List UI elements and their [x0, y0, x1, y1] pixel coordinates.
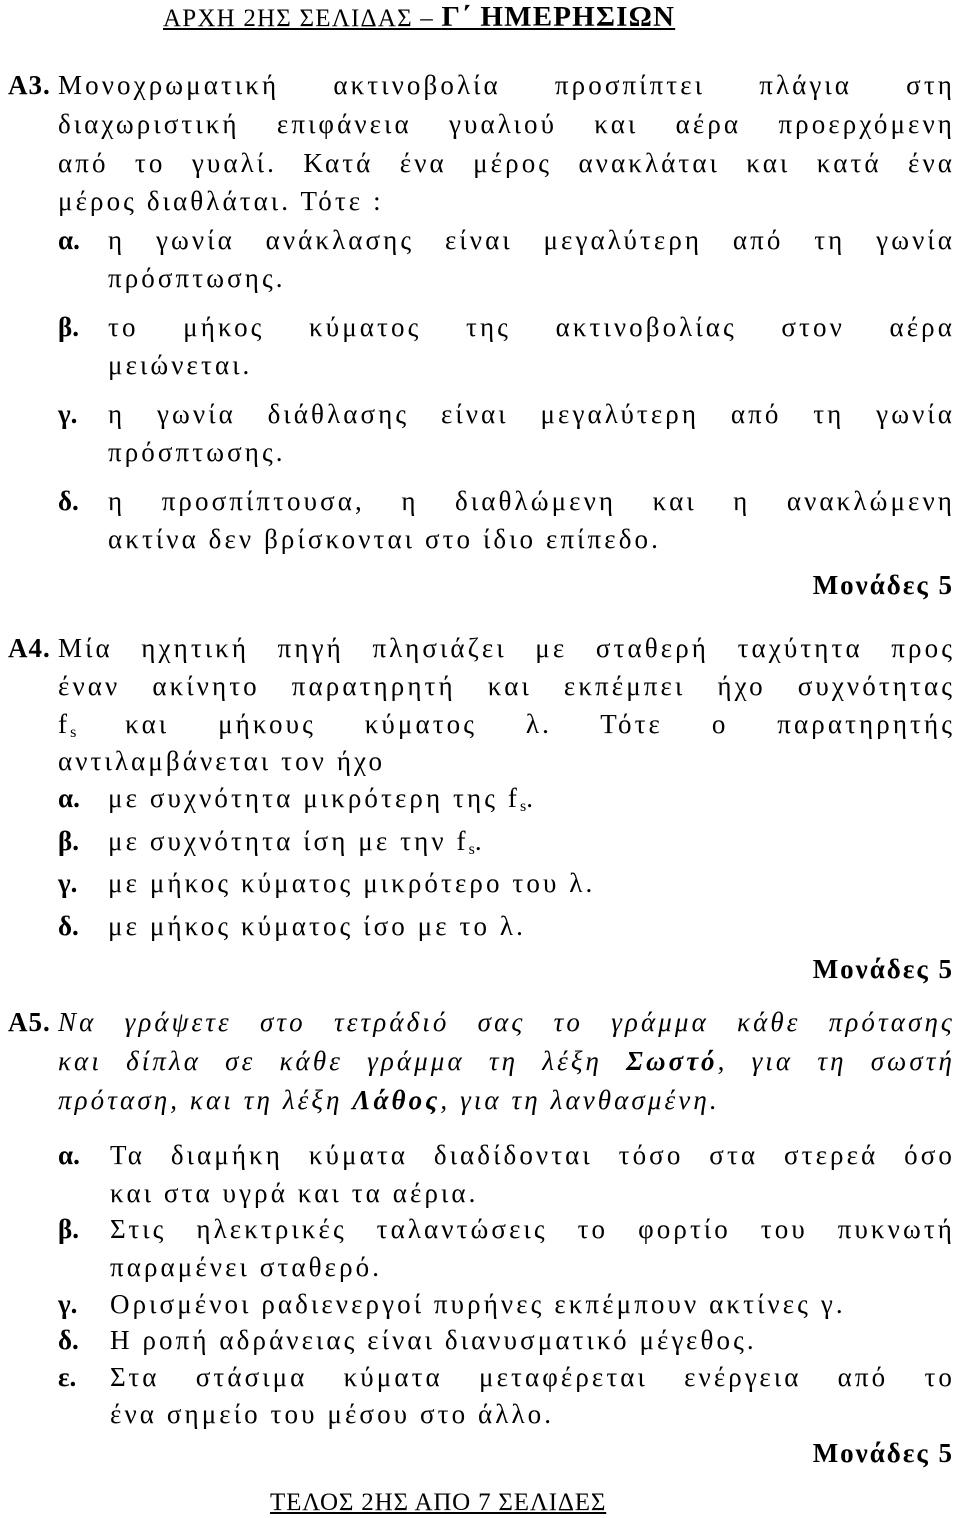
- option-letter: β.: [58, 312, 79, 342]
- option-text: [108, 825, 485, 866]
- option-text: [108, 782, 536, 823]
- question-a5-text-part: πρόταση, και τη λέξη: [58, 1085, 353, 1115]
- question-a5-text-line: Να γράψετε στο τετράδιό σας το γράμμα κάθε πρότασης: [58, 1007, 955, 1037]
- statement-text-line: και στα υγρά και τα αέρια.: [110, 1178, 479, 1208]
- header-prefix: ΑΡΧΗ 2ΗΣ ΣΕΛΙΔΑΣ –: [163, 5, 442, 32]
- question-a4-number: Α4.: [8, 633, 51, 663]
- option-letter: α.: [58, 783, 80, 813]
- option-text-line: πρόσπτωσης.: [108, 263, 286, 293]
- option-letter: γ.: [58, 399, 78, 429]
- option-text-line: ακτίνα δεν βρίσκονται στο ίδιο επίπεδο.: [108, 524, 661, 554]
- option-text: με μήκος κύματος ίσο με το λ.: [108, 911, 526, 941]
- question-a4-text-line: έναν ακίνητο παρατηρητή και εκπέμπει ήχο συχνότητας: [58, 671, 955, 701]
- page-footer: ΤΕΛΟΣ 2ΗΣ ΑΠΟ 7 ΣΕΛΙΔΕΣ: [270, 1489, 607, 1516]
- question-a5-text-line: [58, 1084, 720, 1116]
- statement-text-line: Ορισμένοι ραδιενεργοί πυρήνες εκπέμπουν ακτίνες γ.: [110, 1289, 846, 1319]
- option-text-main: με συχνότητα ίση με την f: [108, 826, 469, 856]
- option-text-line: το μήκος κύματος της ακτινοβολίας στον αέρα: [108, 312, 955, 342]
- question-a4-text-rest: και μήκους κύματος λ. Τότε ο παρατηρητής: [76, 709, 955, 739]
- statement-letter: β.: [58, 1214, 79, 1244]
- question-a5-number: Α5.: [8, 1007, 51, 1037]
- option-text-line: η γωνία ανάκλασης είναι μεγαλύτερη από τη γωνία: [108, 225, 955, 255]
- option-text-line: η γωνία διάθλασης είναι μεγαλύτερη από τη γωνία: [108, 399, 955, 429]
- question-a4-text-line: [58, 708, 955, 749]
- option-text-end: .: [526, 783, 537, 813]
- question-a3-text-line: μέρος διαθλάται. Τότε :: [58, 186, 384, 216]
- question-a5-text-part: , για τη σωστή: [717, 1046, 955, 1076]
- frequency-subscript: s: [70, 724, 77, 741]
- option-text: με μήκος κύματος μικρότερο του λ.: [108, 868, 596, 898]
- statement-text-line: Στα στάσιμα κύματα μεταφέρεται ενέργεια από το: [110, 1362, 955, 1392]
- statement-letter: γ.: [58, 1289, 78, 1319]
- option-letter: δ.: [58, 486, 79, 516]
- statement-text-line: Τα διαμήκη κύματα διαδίδονται τόσο στα στερεά όσο: [110, 1140, 955, 1170]
- question-a3-text-line: διαχωριστική επιφάνεια γυαλιού και αέρα προερχόμενη: [58, 109, 955, 139]
- header-title: Γ΄ ΗΜΕΡΗΣΙΩΝ: [441, 1, 676, 33]
- keyword-correct: Σωστό: [626, 1046, 718, 1076]
- option-letter: δ.: [58, 911, 79, 941]
- statement-text-line: Στις ηλεκτρικές ταλαντώσεις το φορτίο του πυκνωτή: [110, 1214, 955, 1244]
- question-a4-text-line: Μία ηχητική πηγή πλησιάζει με σταθερή ταχύτητα προς: [58, 633, 955, 663]
- option-text-line: πρόσπτωσης.: [108, 437, 286, 467]
- question-a4-text-line: αντιλαμβάνεται τον ήχο: [58, 746, 386, 776]
- option-text-main: με συχνότητα μικρότερη της f: [108, 783, 520, 813]
- statement-text-line: παραμένει σταθερό.: [110, 1252, 383, 1282]
- question-a5-text-line: [58, 1045, 955, 1077]
- question-a5-text-part: , για τη λανθασμένη.: [440, 1085, 720, 1115]
- option-letter: γ.: [58, 868, 78, 898]
- frequency-subscript: s: [468, 841, 475, 858]
- points-label: Μονάδες 5: [812, 570, 954, 600]
- option-letter: β.: [58, 826, 79, 856]
- option-text-line: η προσπίπτουσα, η διαθλώμενη και η ανακλώμενη: [108, 486, 955, 516]
- question-a5-text-part: και δίπλα σε κάθε γράμμα τη λέξη: [58, 1046, 627, 1076]
- frequency-symbol: f: [58, 709, 71, 739]
- statement-letter: δ.: [58, 1325, 79, 1355]
- option-text-line: μειώνεται.: [108, 350, 253, 380]
- statement-letter: ε.: [58, 1362, 77, 1392]
- points-label: Μονάδες 5: [812, 1438, 954, 1468]
- points-label: Μονάδες 5: [812, 954, 954, 984]
- question-a3-text-line: Μονοχρωματική ακτινοβολία προσπίπτει πλάγια στη: [58, 70, 955, 100]
- page-header: [163, 0, 675, 36]
- statement-text-line: Η ροπή αδράνειας είναι διανυσματικό μέγεθος.: [110, 1325, 757, 1355]
- option-text-end: .: [474, 826, 485, 856]
- statement-letter: α.: [58, 1140, 80, 1170]
- question-a3-number: Α3.: [8, 70, 51, 100]
- keyword-wrong: Λάθος: [352, 1085, 441, 1115]
- option-letter: α.: [58, 225, 80, 255]
- question-a3-text-line: από το γυαλί. Κατά ένα μέρος ανακλάται και κατά ένα: [58, 148, 955, 178]
- frequency-subscript: s: [519, 798, 527, 815]
- statement-text-line: ένα σημείο του μέσου στο άλλο.: [110, 1399, 555, 1429]
